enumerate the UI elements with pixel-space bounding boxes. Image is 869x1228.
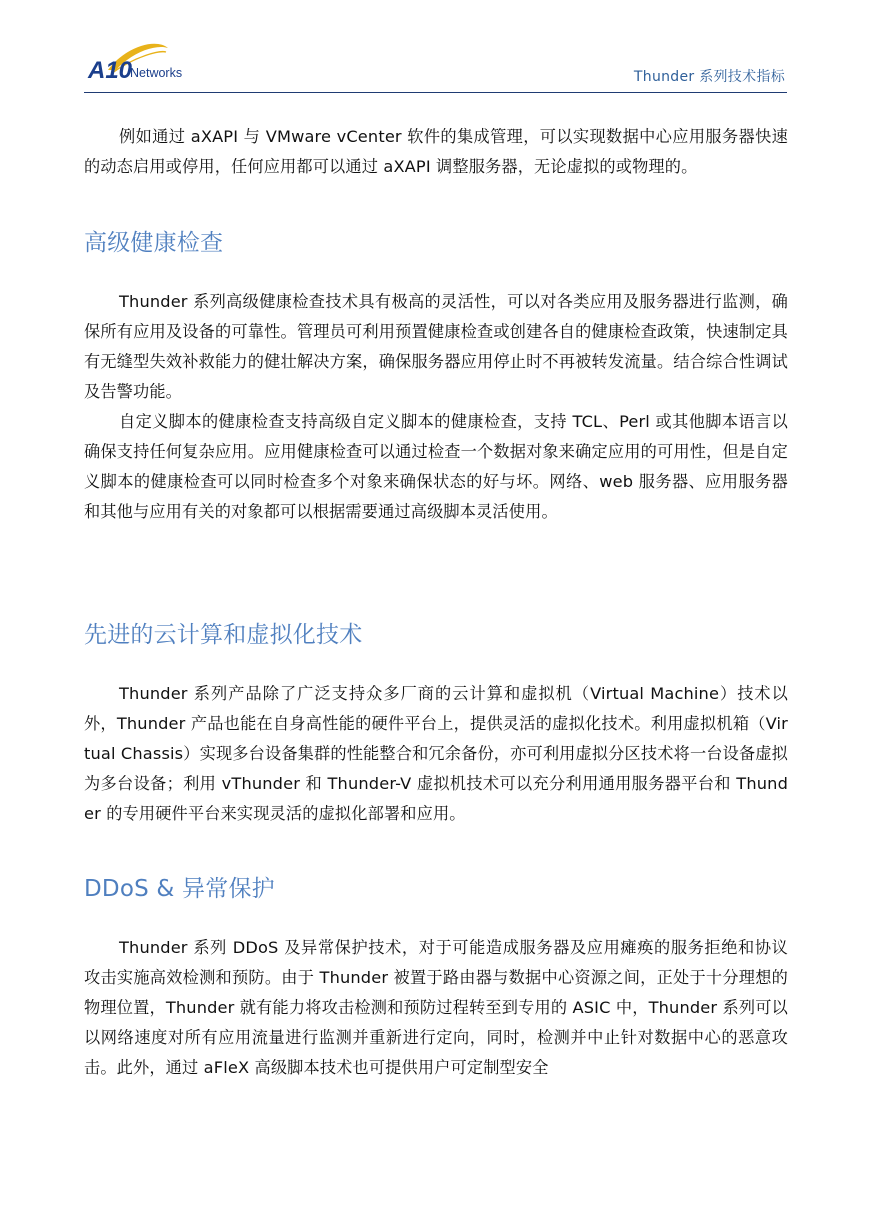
health-check-paragraph-2: 自定义脚本的健康检查支持高级自定义脚本的健康检查，支持 TCL、Perl 或其他脚本语言以确保支持任何复杂应用。应用健康检查可以通过检查一个数据对象来确定应用的可用性，但是自定义脚本的健康检查可以同时检查多个对象来确保状态的好与坏。网络、web 服务器、应用服务器和其他与应用有关的对象都可以根据需要通过高级脚本灵活使用。 (84, 412, 788, 521)
logo-subtext: Networks (130, 66, 183, 80)
page-header (84, 36, 787, 93)
document-title: Thunder 系列技术指标 (633, 69, 785, 85)
section-heading-health-check: 高级健康检查 (84, 230, 224, 256)
ddos-protection-paragraph: Thunder 系列 DDoS 及异常保护技术，对于可能造成服务器及应用瘫痪的服务拒绝和协议攻击实施高效检测和预防。由于 Thunder 被置于路由器与数据中心资源之间，正处于十分理想的物理位置，Thunder 就有能力将攻击检测和预防过程转至到专用的 ASIC 中，Thunder 系列可以以网络速度对所有应用流量进行监测并重新进行定向，同时，检测并中止针对数据中心的恶意攻击。此外，通过 aFleX 高级脚本技术也可提供用户可定制型安全 (84, 938, 788, 1077)
section-heading-ddos-protection: DDoS & 异常保护 (84, 876, 275, 902)
section-health-check-body (84, 287, 788, 527)
intro-paragraph: 例如通过 aXAPI 与 VMware vCenter 软件的集成管理，可以实现数据中心应用服务器快速的动态启用或停用，任何应用都可以通过 aXAPI 调整服务器，无论虚拟的或物理的。 (84, 127, 788, 176)
health-check-paragraph-1: Thunder 系列高级健康检查技术具有极高的灵活性，可以对各类应用及服务器进行监测，确保所有应用及设备的可靠性。管理员可利用预置健康检查或创建各自的健康检查政策，快速制定具有无缝型失效补救能力的健壮解决方案，确保服务器应用停止时不再被转发流量。结合综合性调试及告警功能。 (84, 292, 788, 401)
section-ddos-protection-body (84, 933, 788, 1083)
logo-wordmark: A10 (88, 57, 133, 84)
a10-networks-logo (86, 40, 216, 88)
intro-block (84, 122, 788, 182)
section-heading-cloud-virtualization: 先进的云计算和虚拟化技术 (84, 622, 363, 648)
cloud-virtualization-paragraph: Thunder 系列产品除了广泛支持众多厂商的云计算和虚拟机（Virtual Machine）技术以外，Thunder 产品也能在自身高性能的硬件平台上，提供灵活的虚拟化技术。利用虚拟机箱（Virtual Chassis）实现多台设备集群的性能整合和冗余备份，亦可利用虚拟分区技术将一台设备虚拟为多台设备；利用 vThunder 和 Thunder-V 虚拟机技术可以充分利用通用服务器平台和 Thunder 的专用硬件平台来实现灵活的虚拟化部署和应用。 (84, 684, 788, 823)
section-cloud-virtualization-body (84, 679, 788, 829)
